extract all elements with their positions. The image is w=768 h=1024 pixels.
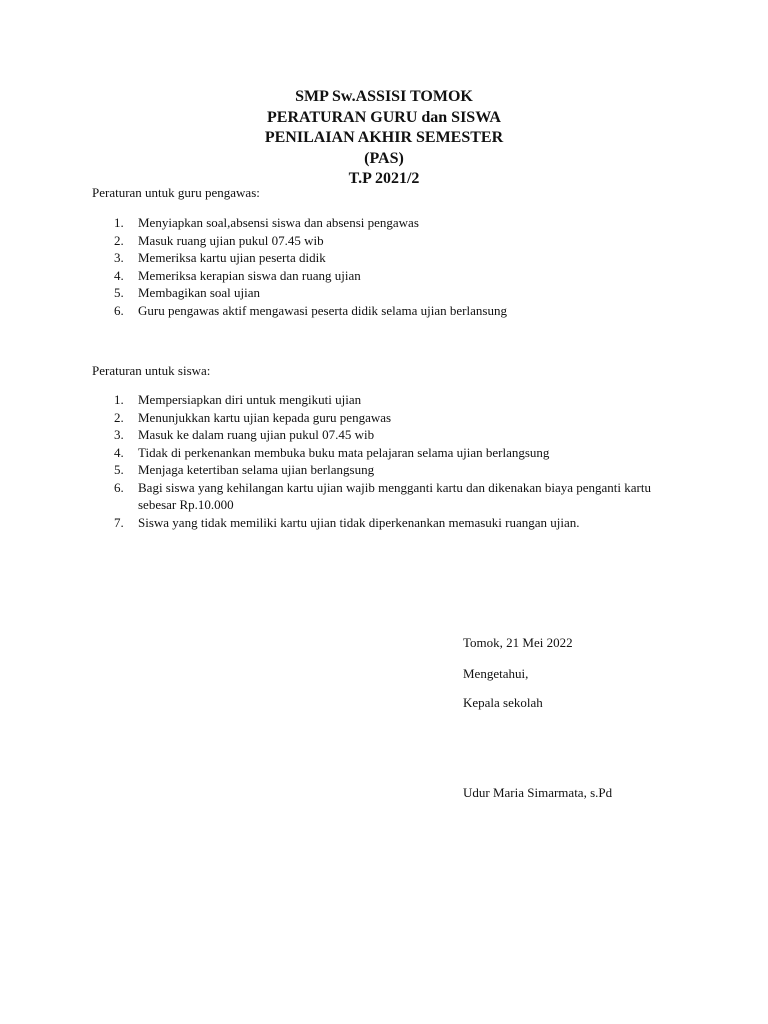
item-number: 7.: [114, 514, 124, 530]
student-rules-label: Peraturan untuk siswa:: [92, 363, 211, 378]
list-item: [92, 426, 692, 444]
academic-year: T.P 2021/2: [348, 170, 420, 187]
signature-name: Udur Maria Simarmata, s.Pd: [463, 785, 613, 800]
assessment-heading: PENILAIAN AKHIR SEMESTER: [264, 129, 504, 146]
list-item: [92, 479, 692, 514]
item-text: Masuk ruang ujian pukul 07.45 wib: [138, 232, 324, 248]
item-number: 3.: [114, 427, 124, 442]
item-number: 4.: [114, 267, 124, 283]
item-number: 2.: [114, 232, 124, 248]
item-text: Menjaga ketertiban selama ujian berlangsung: [138, 462, 375, 477]
item-text: Tidak di perkenankan membuka buku mata pelajaran selama ujian berlangsung: [138, 444, 550, 460]
item-number: 5.: [114, 462, 124, 477]
signature-place-date: Tomok, 21 Mei 2022: [463, 635, 573, 650]
list-item: [92, 214, 692, 232]
item-number: 4.: [114, 444, 124, 460]
item-text: Guru pengawas aktif mengawasi peserta didik selama ujian berlansung: [138, 302, 507, 318]
list-item: [92, 461, 692, 479]
list-item: [92, 267, 692, 285]
item-text: Menyiapkan soal,absensi siswa dan absensi pengawas: [138, 215, 419, 230]
list-item: [92, 232, 692, 250]
item-text: Siswa yang tidak memiliki kartu ujian tidak diperkenankan memasuki ruangan ujian.: [138, 514, 580, 530]
list-item: [92, 249, 692, 267]
list-item: [92, 444, 692, 462]
document-title: [0, 87, 768, 190]
teacher-rules-list: [92, 214, 692, 319]
rules-heading: PERATURAN GURU dan SISWA: [267, 108, 501, 126]
list-item: [92, 302, 692, 320]
item-text: Menunjukkan kartu ujian kepada guru pengawas: [138, 409, 392, 425]
item-text: Memeriksa kartu ujian peserta didik: [138, 250, 326, 265]
item-text: Bagi siswa yang kehilangan kartu ujian wajib mengganti kartu dan dikenakan biaya penganti kartu sebesar Rp.10.000: [138, 479, 651, 512]
item-number: 6.: [114, 302, 124, 318]
item-text: Mempersiapkan diri untuk mengikuti ujian: [138, 392, 362, 407]
assessment-abbreviation: (PAS): [364, 149, 404, 167]
student-rules-list: [92, 391, 692, 531]
item-number: 3.: [114, 250, 124, 265]
list-item: [92, 391, 692, 409]
item-text: Memeriksa kerapian siswa dan ruang ujian: [138, 267, 361, 283]
list-item: [92, 284, 692, 302]
list-item: [92, 409, 692, 427]
list-item: [92, 514, 692, 532]
item-number: 6.: [114, 479, 124, 495]
signature-position: Kepala sekolah: [463, 695, 543, 710]
signature-acknowledged: Mengetahui,: [463, 666, 529, 681]
item-number: 2.: [114, 409, 124, 425]
item-number: 5.: [114, 285, 124, 300]
item-text: Masuk ke dalam ruang ujian pukul 07.45 wib: [138, 427, 375, 442]
teacher-rules-label: Peraturan untuk guru pengawas:: [92, 185, 260, 200]
school-name: SMP Sw.ASSISI TOMOK: [295, 88, 473, 105]
item-number: 1.: [114, 392, 124, 407]
item-text: Membagikan soal ujian: [138, 285, 261, 300]
item-number: 1.: [114, 215, 124, 230]
